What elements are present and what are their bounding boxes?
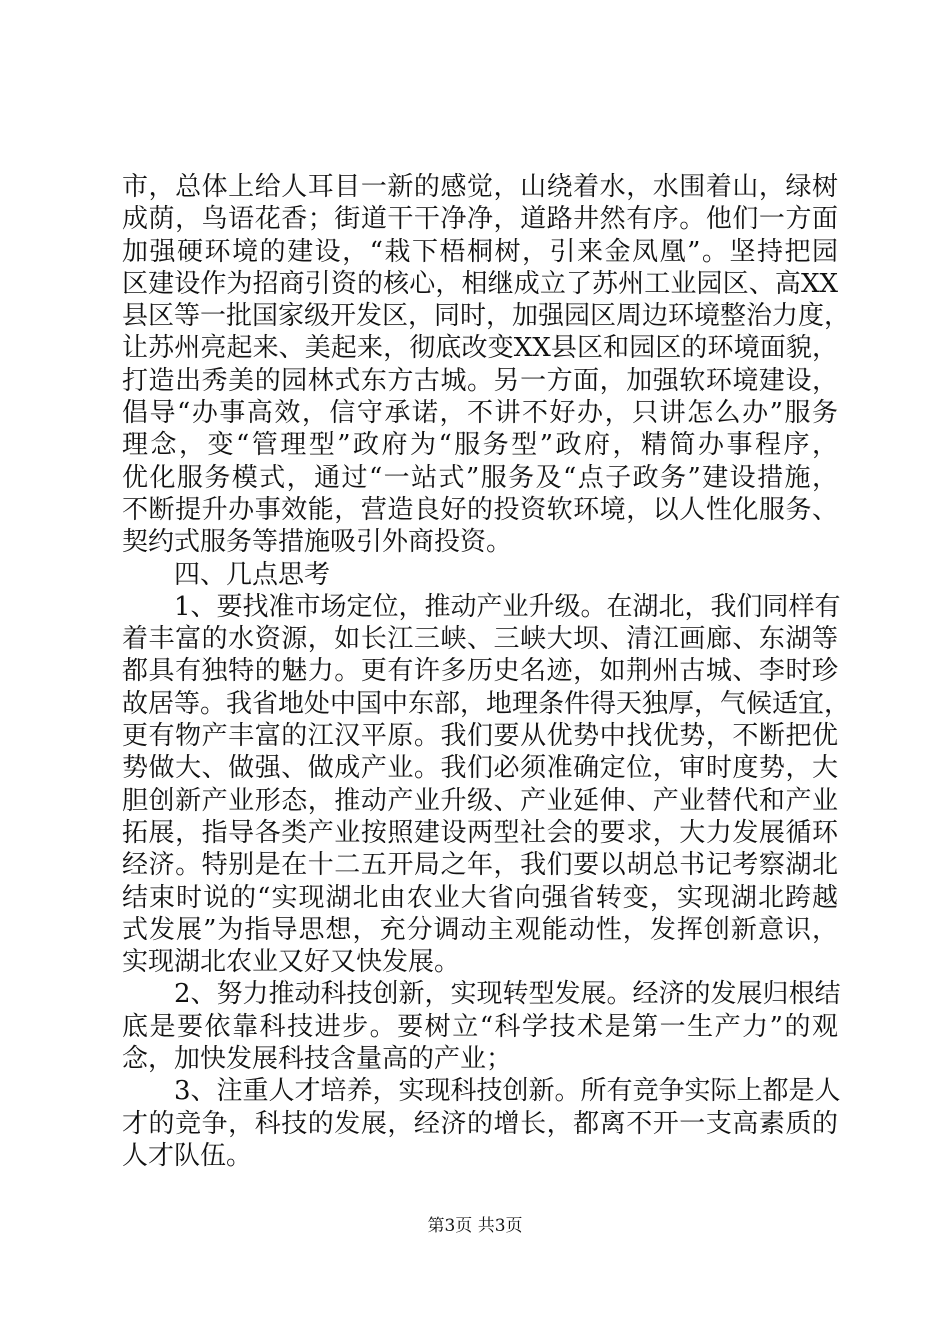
text-line: 更有物产丰富的江汉平原。我们要从优势中找优势，不断把优 — [122, 721, 838, 752]
text-line: 故居等。我省地处中国中东部，地理条件得天独厚，气候适宜， — [122, 688, 851, 719]
text-line: 才的竞争，科技的发展，经济的增长，都离不开一支高素质的 — [122, 1108, 838, 1139]
text-line: 区建设作为招商引资的核心，相继成立了苏州工业园区、高XX — [122, 268, 838, 299]
text-line: 不断提升办事效能，营造良好的投资软环境，以人性化服务、 — [122, 494, 838, 525]
text-line: 结束时说的“实现湖北由农业大省向强省转变，实现湖北跨越 — [122, 882, 838, 913]
text-line: 1、要找准市场定位，推动产业升级。在湖北，我们同样有 — [122, 591, 841, 622]
text-line: 念，加快发展科技含量高的产业； — [122, 1044, 513, 1075]
text-line: 着丰富的水资源，如长江三峡、三峡大坝、清江画廊、东湖等 — [122, 624, 838, 655]
text-line: 四、几点思考 — [122, 559, 331, 590]
body-text — [122, 171, 851, 1172]
text-line: 实现湖北农业又好又快发展。 — [122, 947, 461, 978]
text-line: 成荫，鸟语花香；街道干干净净，道路井然有序。他们一方面 — [122, 204, 838, 235]
text-line: 倡导“办事高效，信守承诺，不讲不好办，只讲怎么办”服务 — [122, 398, 838, 429]
text-line: 县区等一批国家级开发区，同时，加强园区周边环境整治力度， — [122, 301, 851, 332]
text-line: 2、努力推动科技创新，实现转型发展。经济的发展归根结 — [122, 979, 841, 1010]
text-line: 式发展”为指导思想，充分调动主观能动性，发挥创新意识， — [122, 914, 838, 945]
text-line: 胆创新产业形态，推动产业升级、产业延伸、产业替代和产业 — [122, 785, 838, 816]
text-line: 3、注重人才培养，实现科技创新。所有竞争实际上都是人 — [122, 1076, 841, 1107]
text-line: 经济。特别是在十二五开局之年，我们要以胡总书记考察湖北 — [122, 850, 838, 881]
text-line: 理念，变“管理型”政府为“服务型”政府，精简办事程序， — [122, 430, 838, 461]
text-line: 都具有独特的魅力。更有许多历史名迹，如荆州古城、李时珍 — [122, 656, 838, 687]
text-line: 市，总体上给人耳目一新的感觉，山绕着水，水围着山，绿树 — [122, 172, 838, 202]
text-line: 加强硬环境的建设，“栽下梧桐树，引来金凤凰”。坚持把园 — [122, 236, 838, 267]
text-line: 人才队伍。 — [122, 1140, 253, 1171]
text-line: 拓展，指导各类产业按照建设两型社会的要求，大力发展循环 — [122, 817, 838, 848]
text-line: 让苏州亮起来、美起来，彻底改变XX县区和园区的环境面貌， — [122, 333, 838, 364]
text-line: 打造出秀美的园林式东方古城。另一方面，加强软环境建设， — [122, 365, 838, 396]
text-line: 优化服务模式，通过“一站式”服务及“点子政务”建设措施， — [122, 462, 838, 493]
text-line: 势做大、做强、做成产业。我们必须准确定位，审时度势，大 — [122, 753, 838, 784]
page-footer: 第3页 共3页 — [427, 1216, 523, 1236]
text-line: 底是要依靠科技进步。要树立“科学技术是第一生产力”的观 — [122, 1011, 838, 1042]
text-line: 契约式服务等措施吸引外商投资。 — [122, 527, 513, 558]
